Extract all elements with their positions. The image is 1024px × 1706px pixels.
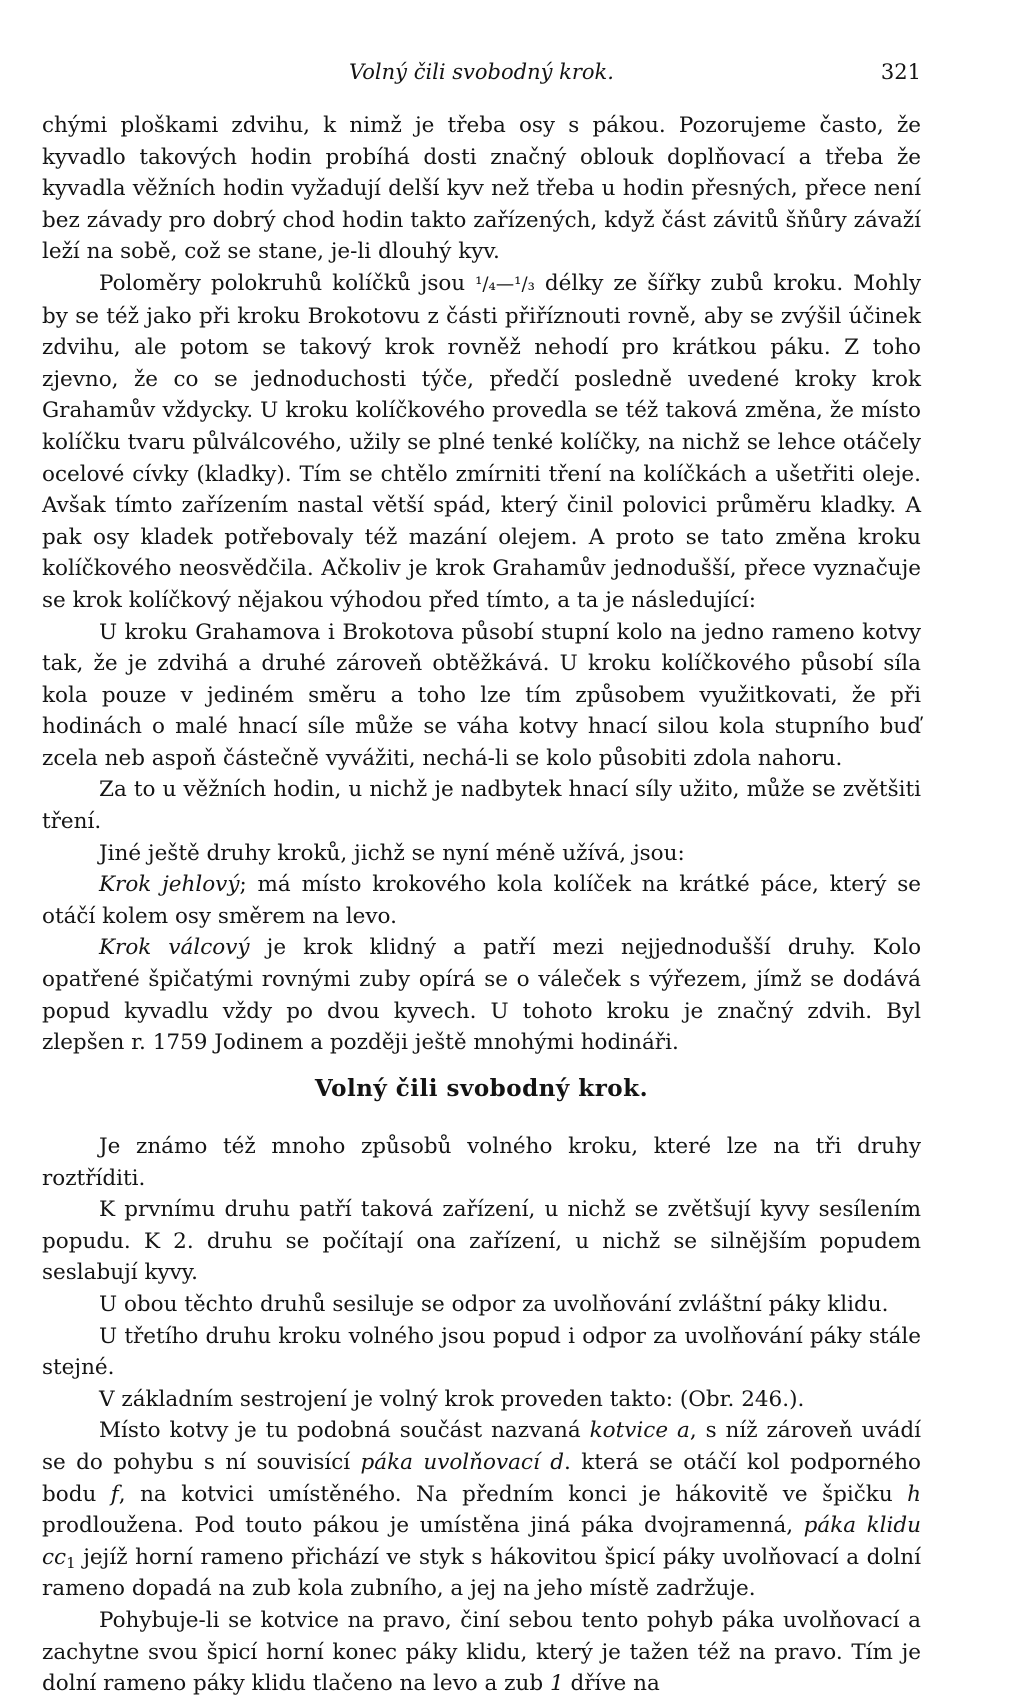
paragraph: U obou těchto druhů sesiluje se odpor za uvolňování zvláštní páky klidu.	[99, 1291, 889, 1317]
paragraph: K prvnímu druhu patří taková zařízení, u nichž se zvětšují kyvy sesílením popudu. K 2. druhu se počítají ona zařízení, u nichž se silnějším popudem seslabují kyvy.	[42, 1197, 921, 1286]
paragraph	[42, 932, 921, 1058]
paragraph: Za to u věžních hodin, u nichž je nadbytek hnací síly užito, může se zvětšiti tření.	[42, 777, 921, 835]
text-run: . která se otáčí kol podporného bodu	[42, 1449, 921, 1507]
paragraph: V základním sestrojení je volný krok proveden takto: (Obr. 246.).	[99, 1386, 805, 1412]
text-run: Místo kotvy je tu podobná součást nazvaná	[99, 1418, 590, 1444]
term-italic: 1	[549, 1671, 564, 1697]
text-run: , na kotvici umístěného. Na předním konci je hákovitě ve špičku	[118, 1481, 908, 1507]
page-number: 321	[880, 60, 921, 84]
paragraph: Jiné ještě druhy kroků, jichž se nyní méně užívá, jsou:	[99, 840, 685, 866]
term-italic: Krok válcový	[99, 935, 250, 961]
paragraph: chými ploškami zdvihu, k nimž je třeba osy s pákou. Pozorujeme často, že kyvadlo takových hodin probíhá dosti značný oblouk doplňovací a třeba že kyvadla věžních hodin vyžadují delší kyv než třeba u hodin přesných, přece není bez závady pro dobrý chod hodin takto zařízených, když část závitů šňůry závaží leží na sobě, což se stane, je-li dlouhý kyv.	[42, 113, 921, 265]
paragraph: Je známo též mnoho způsobů volného kroku, které lze na tři druhy roztříditi.	[42, 1134, 921, 1191]
text-run: je krok klidný a patří mezi nejjednodušší druhy. Kolo opatřené špičatými rovnými zuby opírá se o váleček s výřezem, jímž se dodává popud kyvadlu vždy po dvou kyvech. U tohoto kroku je značný zdvih. Byl zlepšen r. 1759 Jodinem a později ještě mnohými hodináři.	[42, 935, 922, 1056]
paragraph: U kroku Grahamova i Brokotova působí stupní kolo na jedno rameno kotvy tak, že je zdvihá a druhé zároveň obtěžkává. U kroku kolíčkového působí síla kola pouze v jediném směru a toho lze tím způsobem využitkovati, že při hodinách o malé hnací síle může se váha kotvy hnací silou kola stupního buď zcela neb aspoň částečně vyvážiti, nechá-li se kolo působiti zdola nahoru.	[42, 619, 921, 771]
body-text-section-2	[42, 1131, 921, 1700]
text-run: jejíž horní rameno přichází ve styk s hákovitou špicí páky uvolňovací a dolní rameno dopadá na zub kola zubního, a jej na jeho místě zadržuje.	[42, 1544, 921, 1602]
text-run: ; má místo krokového kola kolíček na krátké páce, který se otáčí kolem osy směrem na levo.	[42, 872, 921, 929]
term-italic: páka klidu cc	[42, 1513, 921, 1570]
paragraph	[42, 268, 921, 617]
text-run: , s níž zároveň uvádí se do pohybu s ní souvisící	[42, 1418, 921, 1475]
section-heading: Volný čili svobodný krok.	[314, 1075, 649, 1102]
text-run: Pohybuje-li se kotvice na pravo, činí sebou tento pohyb páka uvolňovací a zachytne svou špicí horní konec páky klidu, který je tažen též na pravo. Tím je dolní rameno páky klidu tlačeno na levo a zub	[42, 1607, 921, 1697]
term-italic: h	[907, 1481, 922, 1507]
paragraph: U třetího druhu kroku volného jsou popud i odpor za uvolňování páky stále stejné.	[42, 1323, 921, 1381]
running-title: Volný čili svobodný krok.	[349, 60, 614, 84]
running-head	[42, 60, 921, 90]
text-run: délky ze šířky zubů kroku. Mohly by se též jako při kroku Brokotovu z části přiříznouti rovně, aby se zvýšil účinek zdvihu, ale potom se takový krok rovněž nehodí pro krátkou páku. Z toho zjevno, že co se jednoduchosti týče, předčí posledně uvedené kroky krok Grahamův vždycky. U kroku kolíčkového provedla se též taková změna, že místo kolíčku tvaru půlválcového, užily se plné tenké kolíčky, na nichž se lehce otáčely ocelové cívky (kladky). Tím se chtělo zmírniti tření na kolíčkách a ušetřiti oleje. Avšak tímto zařízením nastal větší spád, který činil polovici průměru kladky. A pak osy kladek potřebovaly též mazání olejem. A proto se tato změna kroku kolíčkového neosvědčila. Ačkoliv je krok Grahamův jednodušší, přece vyznačuje se krok kolíčkový nějakou výhodou před tímto, a ta je následující:	[42, 270, 921, 613]
paragraph	[42, 1415, 921, 1605]
term-italic: kotvice a	[589, 1418, 690, 1444]
text-run: prodloužena. Pod touto pákou je umístěna jiná páka dvojramenná,	[42, 1513, 804, 1539]
text-run: dříve na	[563, 1671, 660, 1697]
fraction-text: ¹/₄—¹/₃	[475, 273, 535, 295]
text-run: Poloměry polokruhů kolíčků jsou	[99, 270, 476, 296]
paragraph	[42, 1605, 921, 1700]
paragraph	[42, 869, 921, 932]
body-text-section-1	[42, 110, 921, 1059]
subscript: 1	[66, 1553, 76, 1572]
term-italic: f	[110, 1481, 119, 1507]
term-italic: Krok jehlový	[99, 872, 240, 898]
term-italic: páka uvolňovací d	[360, 1449, 564, 1475]
